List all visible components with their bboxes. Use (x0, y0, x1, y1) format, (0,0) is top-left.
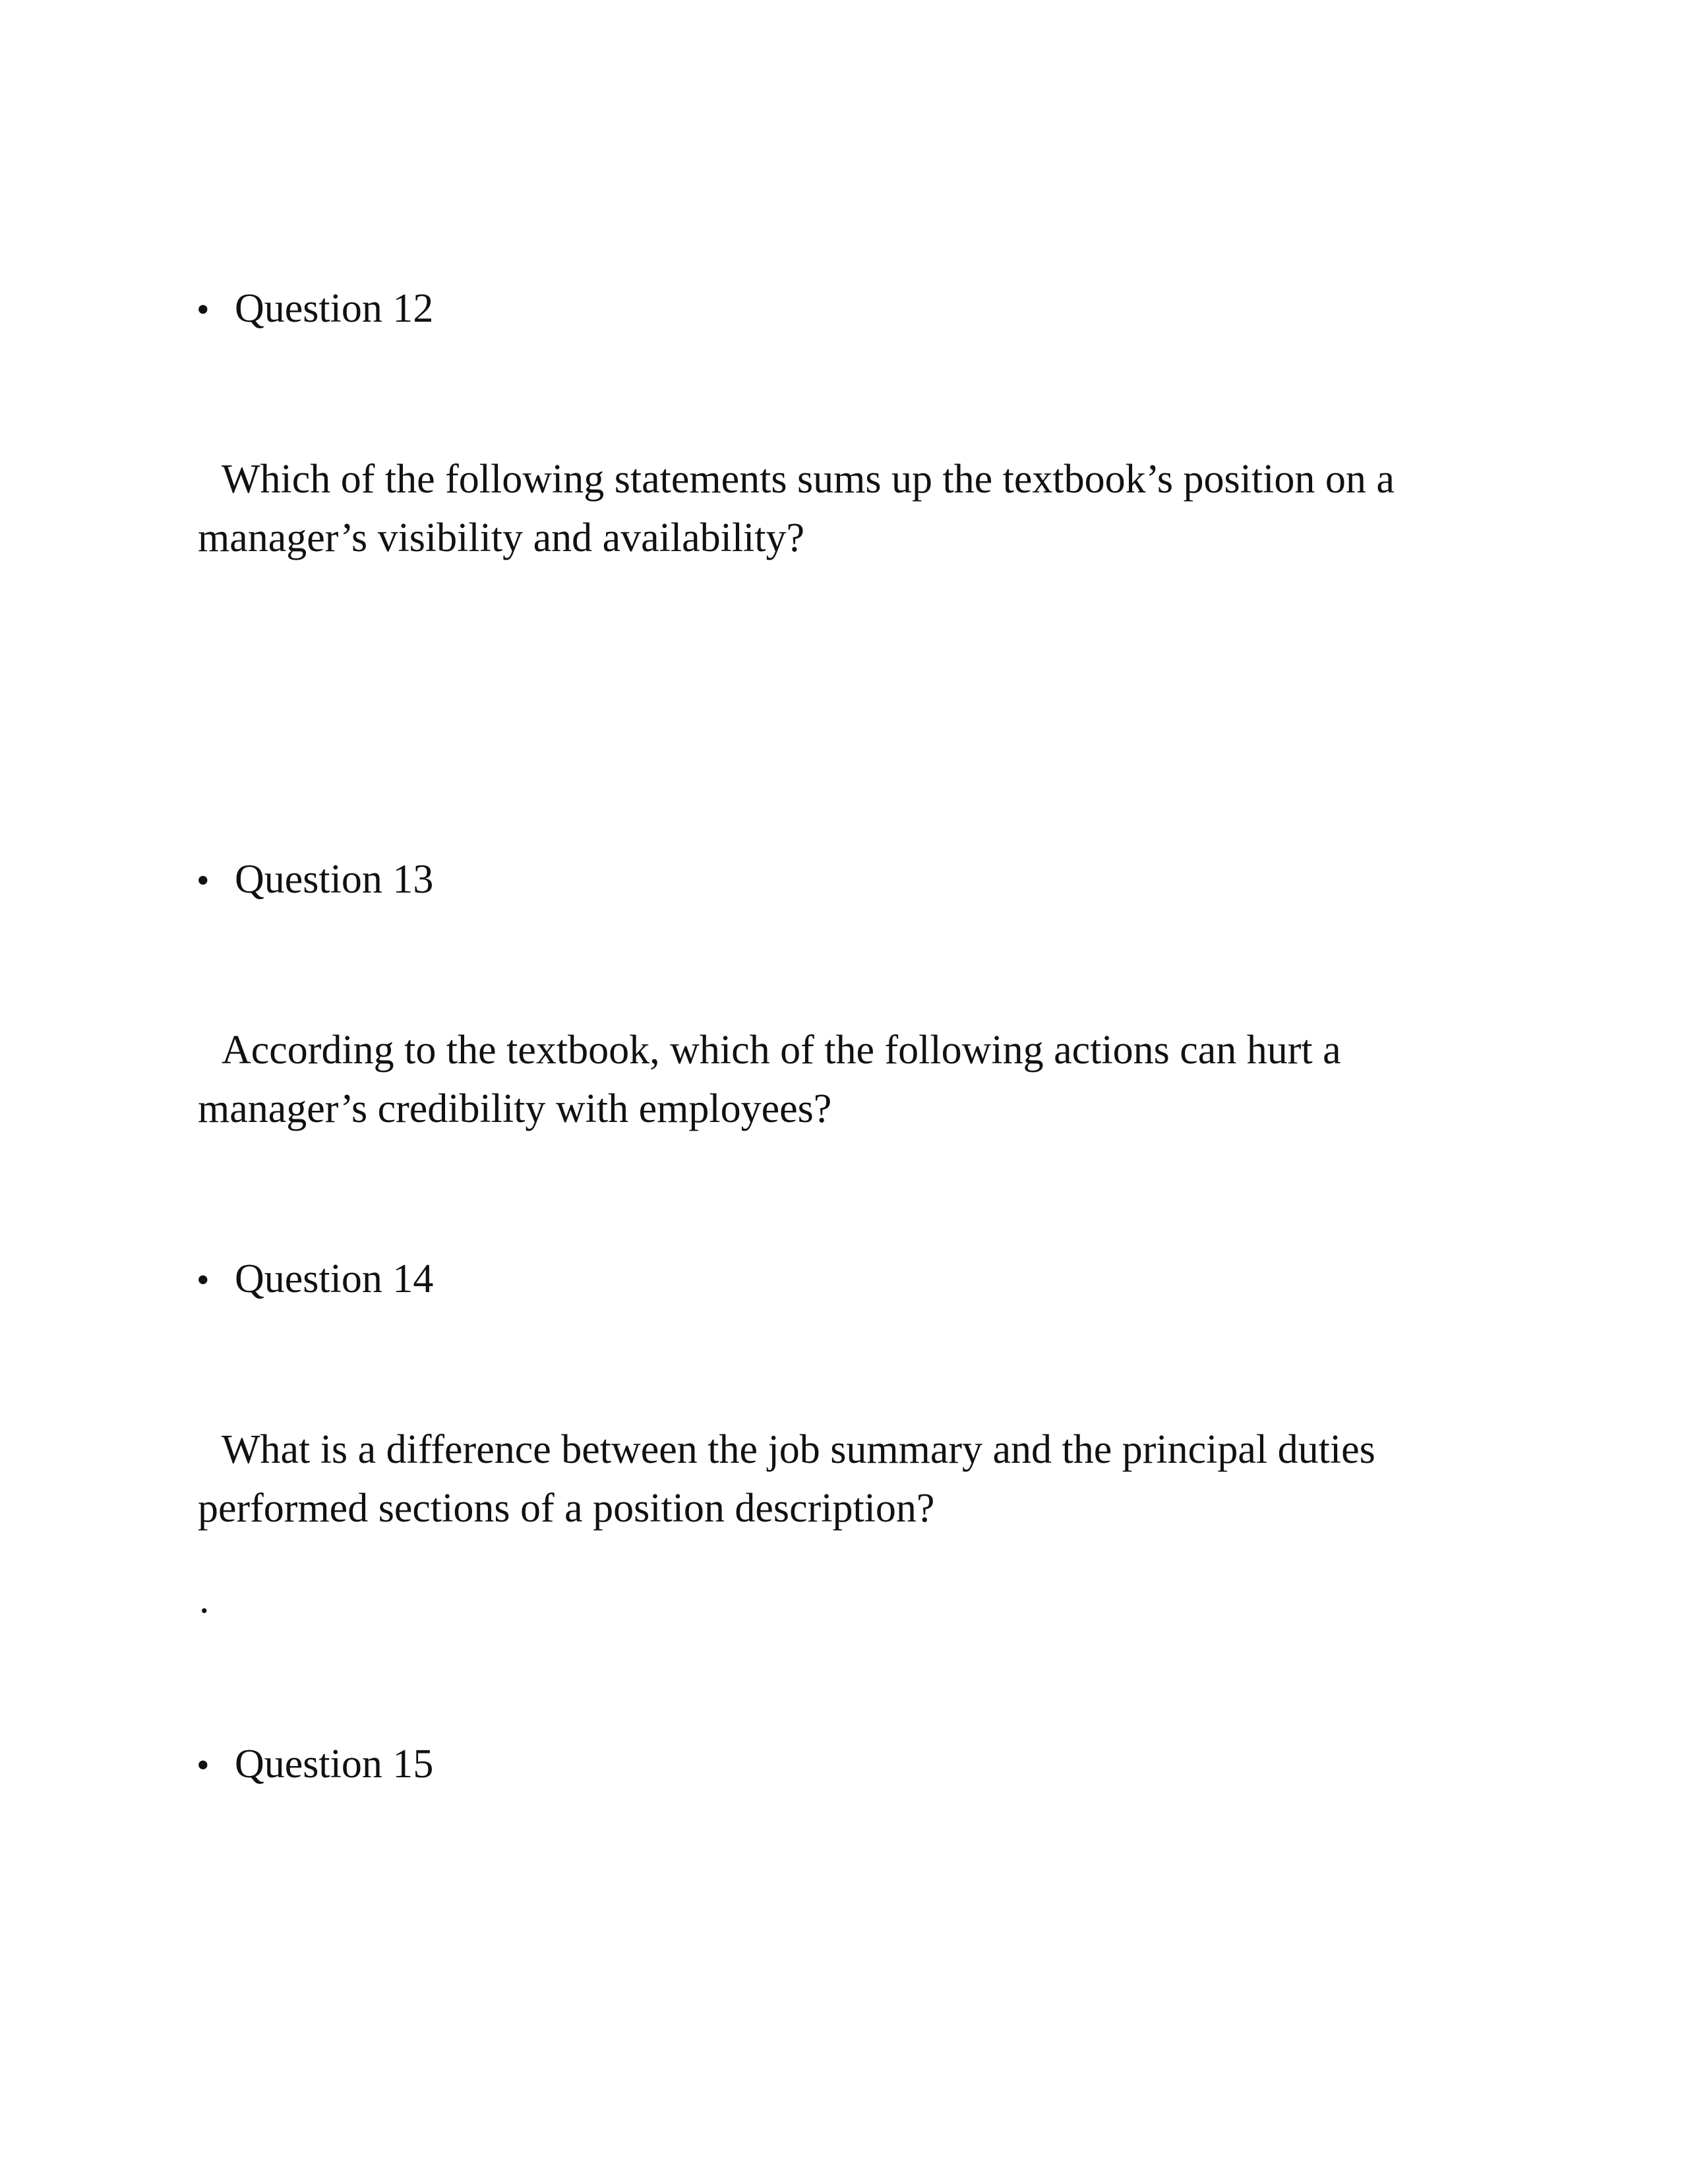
bullet: • (196, 1260, 210, 1301)
question-heading (196, 853, 433, 907)
bullet: • (196, 289, 210, 330)
question-number: Question 12 (235, 286, 434, 331)
question-heading (196, 1738, 433, 1792)
stray-period: . (199, 1577, 210, 1622)
bullet: • (196, 1745, 210, 1786)
question-number: Question 15 (235, 1742, 434, 1786)
question-text: Which of the following statements sums up the textbook’s position on a manager’s visibility and availability? (198, 457, 1395, 560)
question-text: According to the textbook, which of the following actions can hurt a manager’s credibility with employees? (198, 1028, 1341, 1131)
question-heading (196, 1253, 433, 1307)
question-heading (196, 282, 433, 336)
bullet: • (196, 860, 210, 901)
question-number: Question 13 (235, 857, 434, 902)
question-text: What is a difference between the job summary and the principal duties performed sections of a position description? (198, 1427, 1375, 1531)
question-number: Question 14 (235, 1256, 434, 1301)
